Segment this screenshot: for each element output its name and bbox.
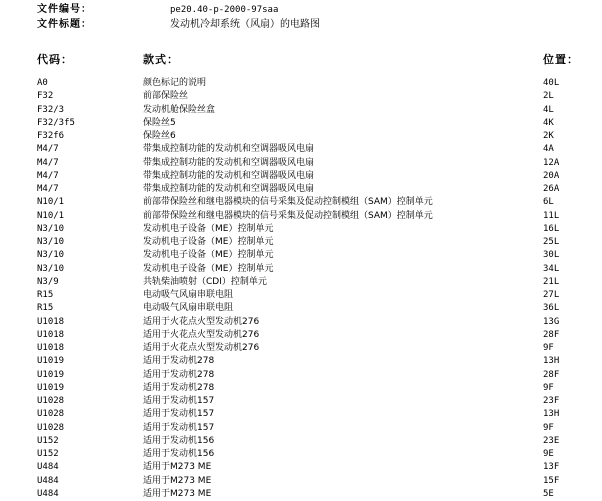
component-position: 34L: [543, 263, 560, 274]
component-code: N3/10: [37, 237, 65, 247]
list-item: [0, 170, 602, 183]
component-code: R15: [37, 290, 54, 300]
list-item: [0, 408, 602, 421]
component-position: 23F: [543, 396, 560, 406]
component-description: 前部带保险丝和继电器模块的信号采集及促动控制模组（SAM）控制单元: [143, 197, 433, 208]
component-description: 保险丝6: [143, 131, 176, 141]
component-code: F32/3: [37, 104, 65, 115]
component-description: 带集成控制功能的发动机和空调器吸风电扇: [143, 157, 315, 168]
component-code: F32: [37, 91, 54, 102]
component-description: 适用于发动机157: [143, 422, 215, 433]
list-item: [0, 183, 602, 196]
list-item: [0, 289, 602, 302]
component-description: 适用于M273 ME: [143, 475, 212, 486]
component-description: 适用于发动机278: [143, 356, 215, 367]
component-position: 30L: [543, 250, 560, 261]
component-position: 36L: [543, 303, 560, 314]
component-code: M4/7: [37, 157, 59, 168]
component-position: 5E: [543, 488, 554, 499]
component-code: F32f6: [37, 131, 65, 141]
component-code: U1028: [37, 422, 65, 433]
list-item: [0, 210, 602, 223]
list-item: [0, 329, 602, 342]
component-position: 2L: [543, 91, 554, 102]
component-code: M4/7: [37, 144, 59, 155]
component-description: 发动机电子设备（ME）控制单元: [143, 223, 274, 234]
list-item: [0, 302, 602, 315]
file-title-value: 发动机冷却系统（风扇）的电路图: [170, 19, 320, 30]
component-code: M4/7: [37, 170, 59, 181]
list-item: [0, 316, 602, 329]
list-item: [0, 104, 602, 117]
component-code: A0: [37, 78, 48, 88]
list-item: [0, 461, 602, 474]
list-item: [0, 342, 602, 355]
file-number-label: 文件编号：: [37, 4, 92, 15]
component-code: U484: [37, 462, 59, 473]
component-position: 4K: [543, 117, 554, 128]
column-header-position: 位置：: [543, 53, 579, 66]
component-code: U1019: [37, 382, 65, 393]
component-description: 带集成控制功能的发动机和空调器吸风电扇: [143, 170, 315, 181]
component-position: 13H: [543, 409, 560, 420]
list-item: [0, 223, 602, 236]
list-item: [0, 382, 602, 395]
component-description: 前部带保险丝和继电器模块的信号采集及促动控制模组（SAM）控制单元: [143, 210, 433, 221]
file-number-value: pe20.40-p-2000-97saa: [170, 5, 279, 15]
component-position: 13F: [543, 462, 560, 473]
component-position: 16L: [543, 223, 560, 234]
list-item: [0, 435, 602, 448]
component-code: N3/10: [37, 223, 65, 234]
column-header-description: 款式：: [143, 53, 179, 66]
component-description: 适用于M273 ME: [143, 488, 212, 499]
component-position: 6L: [543, 197, 554, 208]
list-item: [0, 236, 602, 249]
list-item: [0, 488, 602, 501]
component-position: 4L: [543, 104, 554, 115]
component-description: 适用于M273 ME: [143, 462, 212, 473]
component-description: 发动机电子设备（ME）控制单元: [143, 263, 274, 274]
component-position: 13G: [543, 316, 560, 327]
component-code: U152: [37, 435, 59, 446]
component-code: N10/1: [37, 197, 65, 208]
component-description: 带集成控制功能的发动机和空调器吸风电扇: [143, 184, 315, 194]
component-code: N10/1: [37, 210, 65, 221]
file-title-label: 文件标题：: [37, 19, 92, 30]
component-description: 共轨柴油喷射（CDI）控制单元: [143, 276, 267, 287]
list-item: [0, 249, 602, 262]
component-position: 2K: [543, 131, 554, 141]
component-code: U484: [37, 488, 59, 499]
component-code: N3/9: [37, 276, 59, 287]
component-description: 适用于发动机278: [143, 382, 215, 393]
component-position: 28F: [543, 369, 560, 380]
column-header-code: 代码：: [37, 53, 73, 66]
component-code: U1028: [37, 396, 65, 406]
component-description: 发动机舱保险丝盒: [143, 104, 216, 115]
component-code: U1018: [37, 329, 65, 340]
component-position: 40L: [543, 78, 560, 88]
component-description: 适用于发动机156: [143, 449, 215, 459]
list-item: [0, 395, 602, 408]
component-position: 28F: [543, 329, 560, 340]
component-description: 保险丝5: [143, 117, 176, 128]
component-code: R15: [37, 303, 54, 314]
component-position: 13H: [543, 356, 560, 367]
component-description: 适用于发动机157: [143, 409, 215, 420]
list-item: [0, 143, 602, 156]
component-description: 带集成控制功能的发动机和空调器吸风电扇: [143, 144, 315, 155]
component-code: U1018: [37, 343, 65, 353]
component-description: 电动吸气风扇串联电阻: [143, 303, 234, 314]
list-item: [0, 117, 602, 130]
list-item: [0, 130, 602, 143]
component-code: U1019: [37, 369, 65, 380]
component-position: 9F: [543, 422, 554, 433]
component-description: 适用于火花点火型发动机276: [143, 329, 260, 340]
list-item: [0, 475, 602, 488]
component-list: [0, 77, 602, 501]
component-position: 23E: [543, 435, 560, 446]
list-item: [0, 355, 602, 368]
component-code: F32/3f5: [37, 117, 75, 128]
component-position: 15F: [543, 475, 560, 486]
list-item: [0, 448, 602, 461]
component-code: U484: [37, 475, 59, 486]
component-description: 适用于发动机278: [143, 369, 215, 380]
component-code: M4/7: [37, 184, 59, 194]
component-description: 适用于发动机156: [143, 435, 215, 446]
component-position: 25L: [543, 237, 560, 247]
component-description: 前部保险丝: [143, 91, 189, 102]
component-description: 适用于发动机157: [143, 396, 215, 406]
component-position: 9E: [543, 449, 554, 459]
component-code: U1019: [37, 356, 65, 367]
component-description: 发动机电子设备（ME）控制单元: [143, 237, 274, 247]
component-position: 4A: [543, 144, 554, 155]
component-description: 适用于火花点火型发动机276: [143, 343, 260, 353]
component-position: 9F: [543, 382, 554, 393]
component-position: 27L: [543, 290, 560, 300]
component-position: 9F: [543, 343, 554, 353]
component-position: 21L: [543, 276, 560, 287]
component-position: 26A: [543, 184, 560, 194]
list-item: [0, 157, 602, 170]
list-item: [0, 263, 602, 276]
component-code: U1028: [37, 409, 65, 420]
list-item: [0, 90, 602, 103]
component-description: 发动机电子设备（ME）控制单元: [143, 250, 274, 261]
list-item: [0, 369, 602, 382]
component-code: N3/10: [37, 263, 65, 274]
list-item: [0, 196, 602, 209]
component-position: 20A: [543, 170, 560, 181]
component-description: 电动吸气风扇串联电阻: [143, 290, 234, 300]
component-code: N3/10: [37, 250, 65, 261]
component-description: 颜色标记的说明: [143, 78, 207, 88]
list-item: [0, 422, 602, 435]
component-code: U152: [37, 449, 59, 459]
component-position: 12A: [543, 157, 560, 168]
component-description: 适用于火花点火型发动机276: [143, 316, 260, 327]
list-item: [0, 276, 602, 289]
component-position: 11L: [543, 210, 560, 221]
component-code: U1018: [37, 316, 65, 327]
list-item: [0, 77, 602, 90]
